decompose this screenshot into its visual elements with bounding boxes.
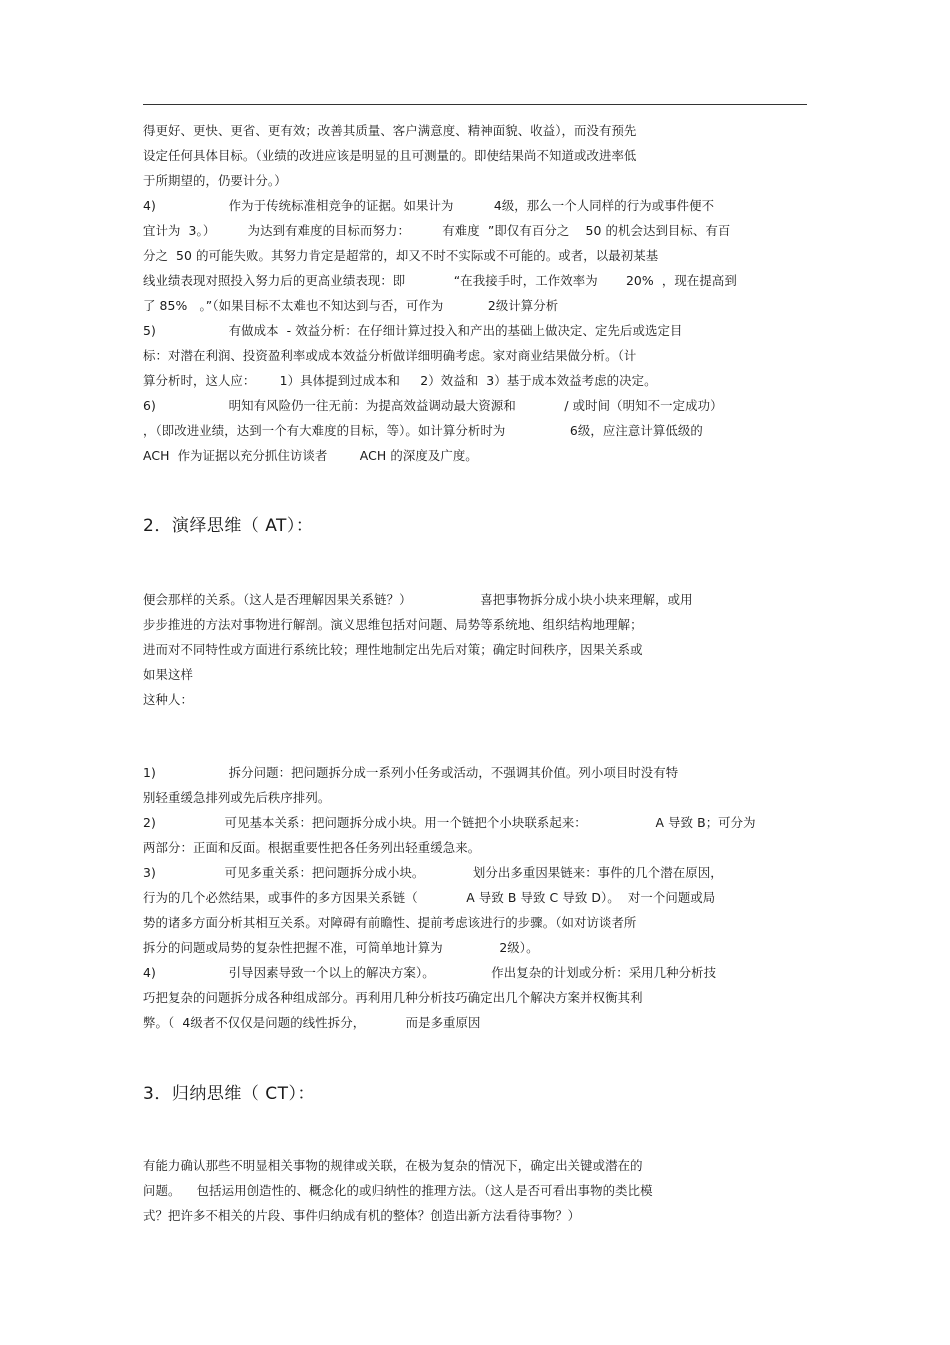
list-item-line: 4) 作为于传统标准相竞争的证据。如果计为 4级，那么一个人同样的行为或事件便不 xyxy=(143,198,715,213)
body-text-line: 有能力确认那些不明显相关事物的规律或关联，在极为复杂的情况下，确定出关键或潜在的 xyxy=(143,1158,643,1173)
body-text-line: 进而对不同特性或方面进行系统比较；理性地制定出先后对策；确定时间秩序，因果关系或 xyxy=(143,642,643,657)
body-text-line: 线业绩表现对照投入努力后的更高业绩表现：即 “在我接手时，工作效率为 20% ，现在提高到 xyxy=(143,273,737,288)
body-text-line: ACH 作为证据以充分抓住访谈者 ACH 的深度及广度。 xyxy=(143,448,478,463)
body-text-line: 步步推进的方法对事物进行解剖。演义思维包括对问题、局势等系统地、组织结构地理解； xyxy=(143,617,643,632)
list-item-line: 1) 拆分问题：把问题拆分成一系列小任务或活动，不强调其价值。列小项目时没有特 xyxy=(143,765,679,780)
body-text-line: 标：对潜在利润、投资盈利率或成本效益分析做详细明确考虑。家对商业结果做分析。（计 xyxy=(143,348,637,363)
body-text-line: 行为的几个必然结果，或事件的多方因果关系链（ A 导致 B 导致 C 导致 D）。 对一个问题或局 xyxy=(143,890,716,905)
body-text-line: 宜计为 3。） 为达到有难度的目标而努力： 有难度 ”即仅有百分之 50 的机会达到目标、有百 xyxy=(143,223,731,238)
list-item-line: 3) 可见多重关系：把问题拆分成小块。 划分出多重因果链来：事件的几个潜在原因， xyxy=(143,865,723,880)
list-item-line: 6) 明知有风险仍一往无前：为提高效益调动最大资源和 / 或时间（明知不一定成功） xyxy=(143,398,723,413)
list-item-line: 2) 可见基本关系：把问题拆分成小块。用一个链把个小块联系起来： A 导致 B；可分为 xyxy=(143,815,756,830)
body-text-line: 两部分：正面和反面。根据重要性把各任务列出轻重缓急来。 xyxy=(143,840,481,855)
body-text-line: 得更好、更快、更省、更有效；改善其质量、客户满意度、精神面貌、收益），而没有预先 xyxy=(143,123,637,138)
body-text-line: 分之 50 的可能失败。其努力肯定是超常的，却又不时不实际或不可能的。或者，以最初某基 xyxy=(143,248,659,263)
list-item-line: 4) 引导因素导致一个以上的解决方案）。 作出复杂的计划或分析：采用几种分析技 xyxy=(143,965,717,980)
section-heading: 2．演绎思维（ AT）： xyxy=(143,516,314,536)
body-text-line: 了 85% 。”（如果目标不太难也不知达到与否，可作为 2级计算分析 xyxy=(143,298,559,313)
list-item-line: 5) 有做成本 - 效益分析：在仔细计算过投入和产出的基础上做决定、定先后或选定目 xyxy=(143,323,683,338)
body-text-line: 问题。 包括运用创造性的、概念化的或归纳性的推理方法。（这人是否可看出事物的类比模 xyxy=(143,1183,653,1198)
body-text-line: 设定任何具体目标。（业绩的改进应该是明显的且可测量的。即使结果尚不知道或改进率低 xyxy=(143,148,637,163)
section-heading: 3．归纳思维（ CT）： xyxy=(143,1084,315,1104)
body-text-line: 别轻重缓急排列或先后秩序排列。 xyxy=(143,790,331,805)
body-text-line: ，（即改进业绩，达到一个有大难度的目标，等）。如计算分析时为 6级，应注意计算低级的 xyxy=(143,423,703,438)
body-text-line: 算分析时，这人应： 1）具体提到过成本和 2）效益和 3）基于成本效益考虑的决定。 xyxy=(143,373,657,388)
body-text-line: 如果这样 xyxy=(143,667,193,682)
header-rule xyxy=(143,104,807,105)
body-text-line: 拆分的问题或局势的复杂性把握不准，可简单地计算为 2级）。 xyxy=(143,940,539,955)
body-text-line: 式？把许多不相关的片段、事件归纳成有机的整体？创造出新方法看待事物？） xyxy=(143,1208,581,1223)
body-text-line: 于所期望的，仍要计分。） xyxy=(143,173,287,188)
body-text-line: 势的诸多方面分析其相互关系。对障碍有前瞻性、提前考虑该进行的步骤。（如对访谈者所 xyxy=(143,915,637,930)
body-text-line: 这种人： xyxy=(143,692,193,707)
body-text-line: 巧把复杂的问题拆分成各种组成部分。再利用几种分析技巧确定出几个解决方案并权衡其利 xyxy=(143,990,643,1005)
body-text-line: 便会那样的关系。（这人是否理解因果关系链？） 喜把事物拆分成小块小块来理解，或用 xyxy=(143,592,693,607)
body-text-line: 弊。（ 4级者不仅仅是问题的线性拆分， 而是多重原因 xyxy=(143,1015,481,1030)
